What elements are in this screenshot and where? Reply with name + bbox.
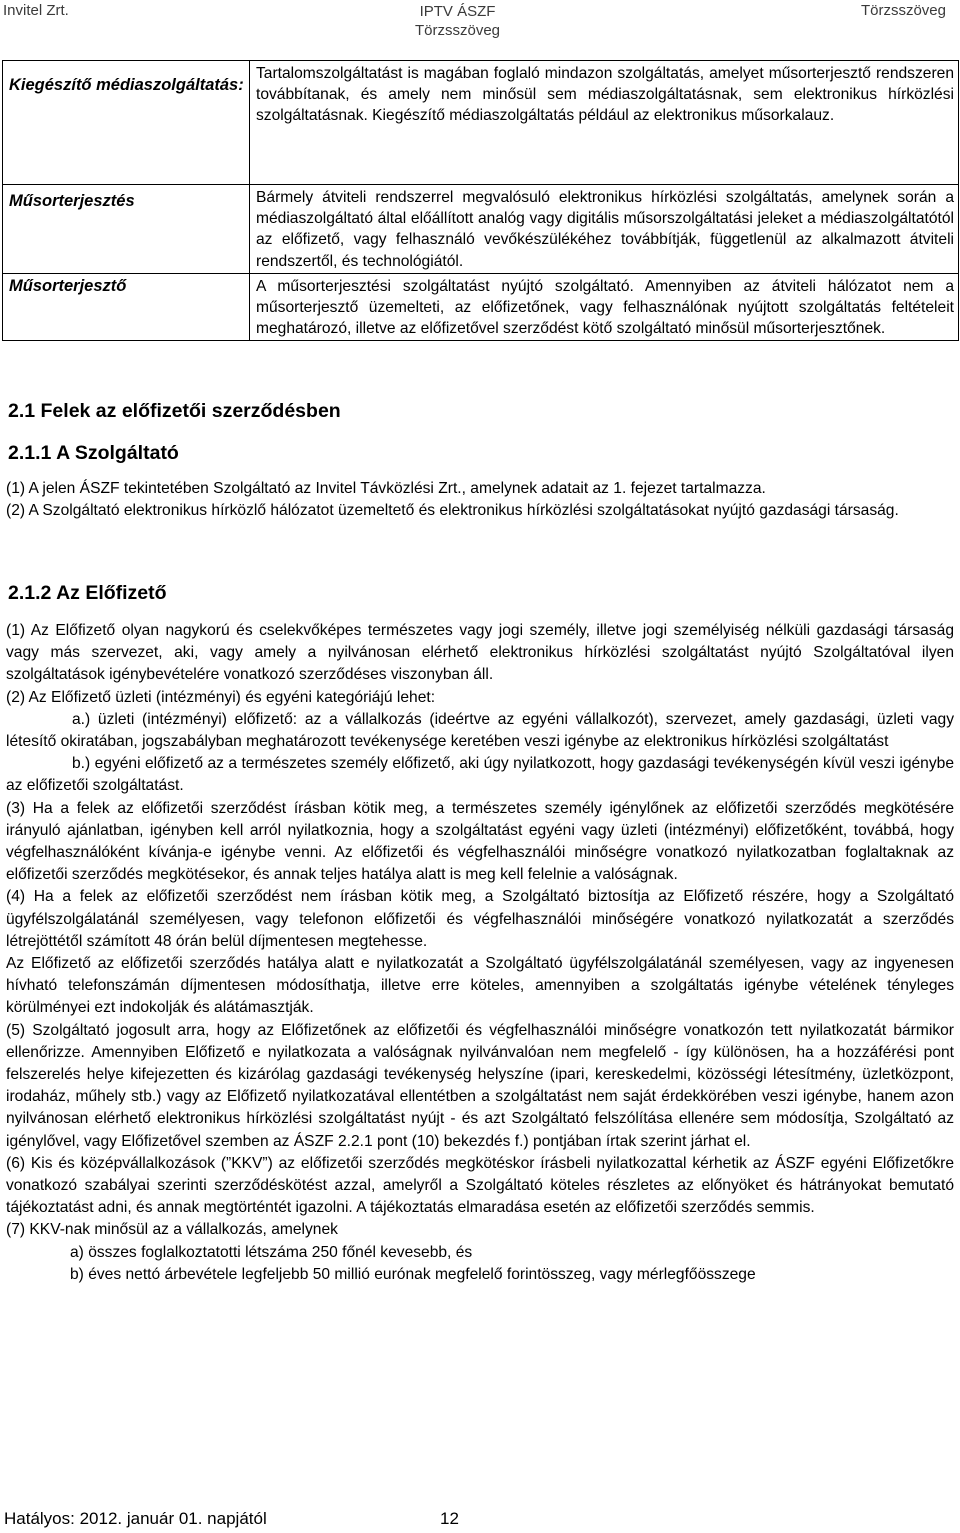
footer-page-number: 12 (440, 1509, 459, 1528)
subsection-heading-provider: 2.1.1 A Szolgáltató (8, 442, 179, 464)
subscriber-item-a-text: a.) üzleti (intézményi) előfizető: az a vállalkozás (ideértve az egyéni vállalkozót), szervezet, amely gazdasági, üzleti vagy létesítő okiratában, jogszabályban meghatározott tevékenysége keretében veszi igénybe az elektronikus hírközlési szolgáltatást (6, 710, 954, 751)
page-header (0, 0, 960, 44)
subscriber-item-b-text: b.) egyéni előfizető az a természetes személy előfizető, aki úgy nyilatkozott, hogy gazdasági tevékenységén kívül veszi igénybe az előfizetői szolgáltatást. (6, 755, 954, 795)
header-center (0, 2, 915, 40)
section-heading: 2.1 Felek az előfizetői szerződésben (8, 400, 341, 422)
definitions-table (2, 60, 959, 341)
header-doc-subtitle: Törzsszöveg (414, 22, 501, 39)
provider-paragraph-1: (1) A jelen ÁSZF tekintetében Szolgáltató az Invitel Távközlési Zrt., amelynek adatait az 1. fejezet tartalmazza. (6, 480, 766, 497)
subscriber-paragraph-4: (4) Ha a felek az előfizetői szerződést nem írásban kötik meg, a Szolgáltató biztosítja az Előfizető részére, hogy a Szolgáltató ügyfélszolgálatánál személyesen, vagy telefonon előfizetői és végfelhasználói minőségére vonatkozó nyilatkozatát a szerződés létrejöttétől számított 48 órán belül díjmentesen megtehesse. (6, 888, 954, 950)
definition-row (3, 61, 959, 185)
header-company: Invitel Zrt. (3, 2, 69, 19)
subscriber-paragraph-3: (3) Ha a felek az előfizetői szerződést írásban kötik meg, a természetes személy igénylőnek az előfizetői szerződés megkötésére irányuló ajánlatban, igényben kell arról nyilatkoznia, hogy a szolgáltatást egyéni vagy üzleti (intézményi) előfizetőként, továbbá, hogy végfelhasználóként kívánja-e igénybe venni. Az előfizetői és végfelhasználói minőségre vonatkozó nyilatkozatban foglaltaknak az előfizetői szerződés megkötésekor, és annak teljes hatálya alatt is meg kell felelnie a valóságnak. (6, 799, 954, 884)
definition-term: Műsorterjesztő (3, 273, 250, 341)
subscriber-paragraph-1: (1) Az Előfizető olyan nagykorú és cselekvőképes természetes vagy jogi személy, illetve jogi személyiség nélküli gazdasági társaság vagy más szervezet, aki, vagy amely a nyilvánosan elérhető elektronikus hírközlési szolgáltatást nyújtó Szolgáltatóval ilyen szolgáltatások igénybevételére vonatkozó szerződéses viszonyban áll. (6, 622, 954, 684)
definition-text: Tartalomszolgáltatást is magában foglaló mindazon szolgáltatás, amelyet műsorterjesztő rendszeren továbbítanak, és amely nem minősül sem médiaszolgáltatásnak, sem elektronikus hírközlési szolgáltatásnak. Kiegészítő médiaszolgáltatás például az elektronikus műsorkalauz. (250, 61, 959, 185)
subscriber-body (6, 620, 954, 1286)
subsection-heading-subscriber: 2.1.2 Az Előfizető (8, 582, 167, 604)
provider-paragraph-2: (2) A Szolgáltató elektronikus hírközlő hálózatot üzemeltető és elektronikus hírközlési szolgáltatásokat nyújtó gazdasági társaság. (6, 502, 899, 520)
definition-row (3, 185, 959, 274)
definition-term: Műsorterjesztés (3, 185, 250, 274)
definition-text: A műsorterjesztési szolgáltatást nyújtó szolgáltató. Amennyiben az átviteli hálózatot nem a műsorterjesztő üzemelteti, az előfizetőnek, vagy felhasználónak nyújtott szolgáltatás feltételeit meghatározó, illetve az előfizetővel szerződést kötő szolgáltató minősül műsorterjesztőnek. (250, 273, 959, 341)
provider-body (6, 478, 954, 522)
subscriber-item-a (6, 709, 954, 753)
subscriber-paragraph-2: (2) Az Előfizető üzleti (intézményi) és egyéni kategóriájú lehet: (6, 688, 436, 706)
definition-row (3, 273, 959, 341)
subscriber-item-7b: b) éves nettó árbevétele legfeljebb 50 millió eurónak megfelelő forintösszeg, vagy mérlegfőösszege (70, 1265, 756, 1283)
subscriber-item-b (6, 753, 954, 797)
subscriber-paragraph-5: (5) Szolgáltató jogosult arra, hogy az Előfizetőnek az előfizetői és végfelhasználói minőségre vonatkozón tett nyilatkozatát bármikor ellenőrizze. Amennyiben Előfizető e nyilatkozata a valóságnak nyilvánvalóan nem megfelelő - így különösen, ha a hozzáférési pont felszerelés helye kifejezetten és kizárólag gazdasági tevékenység helyszíne (ipari, kereskedelmi, közösségi létesítmény, üzletközpont, irodaház, műhely stb.) vagy az Előfizető nyilatkozatával ellentétben a szolgáltatást nem saját érdekkörében veszi igénybe, hanem azon nyilvánosan elérhető elektronikus hírközlési szolgáltatást nyújt - és azt Szolgáltató felszólítása ellenére sem módosítja, Szolgáltató az igénylővel, vagy Előfizetővel szemben az ÁSZF 2.2.1 pont (10) bekezdés f.) pontjában írtak szerint járhat el. (6, 1021, 954, 1150)
subscriber-item-7a: a) összes foglalkoztatotti létszáma 250 főnél kevesebb, és (70, 1243, 473, 1261)
subscriber-paragraph-6: (6) Kis és középvállalkozások (”KKV”) az előfizetői szerződés megkötéskor írásbeli nyilatkozattal kérhetik az ÁSZF egyéni Előfizetőkre vonatkozó szabályai szerinti szerződéskötést azzal, amelyről a Szolgáltató köteles részletes az előnyöket és hátrányokat bemutató tájékoztatást adni, és annak megtörténtét igazolni. A tájékoztatás elmaradása esetén az előfizetői szerződés semmis. (6, 1154, 954, 1217)
header-doc-title: IPTV ÁSZF (419, 3, 496, 20)
subscriber-paragraph-7: (7) KKV-nak minősül az a vállalkozás, amelynek (6, 1221, 338, 1239)
footer-effective-date: Hatályos: 2012. január 01. napjától (4, 1509, 267, 1528)
header-right-label: Törzsszöveg (860, 2, 946, 19)
definition-text: Bármely átviteli rendszerrel megvalósuló elektronikus hírközlési szolgáltatás, amelynek során a médiaszolgáltató által előállított analóg vagy digitális műsorszolgáltatási jeleket a médiaszolgáltatótól az előfizető, vagy felhasználó vevőkészülékéhez továbbítják, függetlenül az alkalmazott átviteli rendszertől, és technológiától. (250, 185, 959, 274)
definition-term: Kiegészítő médiaszolgáltatás: (3, 61, 250, 185)
subscriber-paragraph-4b: Az Előfizető az előfizetői szerződés hatálya alatt e nyilatkozatát a Szolgáltató ügyfélszolgálatánál személyesen, vagy az ingyenesen hívható telefonszámán díjmentesen módosíthatja, illetve erre köteles, amennyiben a szolgáltatás igénybe vételének tényleges körülményei ezt indokolják és alátámasztják. (6, 955, 954, 1017)
